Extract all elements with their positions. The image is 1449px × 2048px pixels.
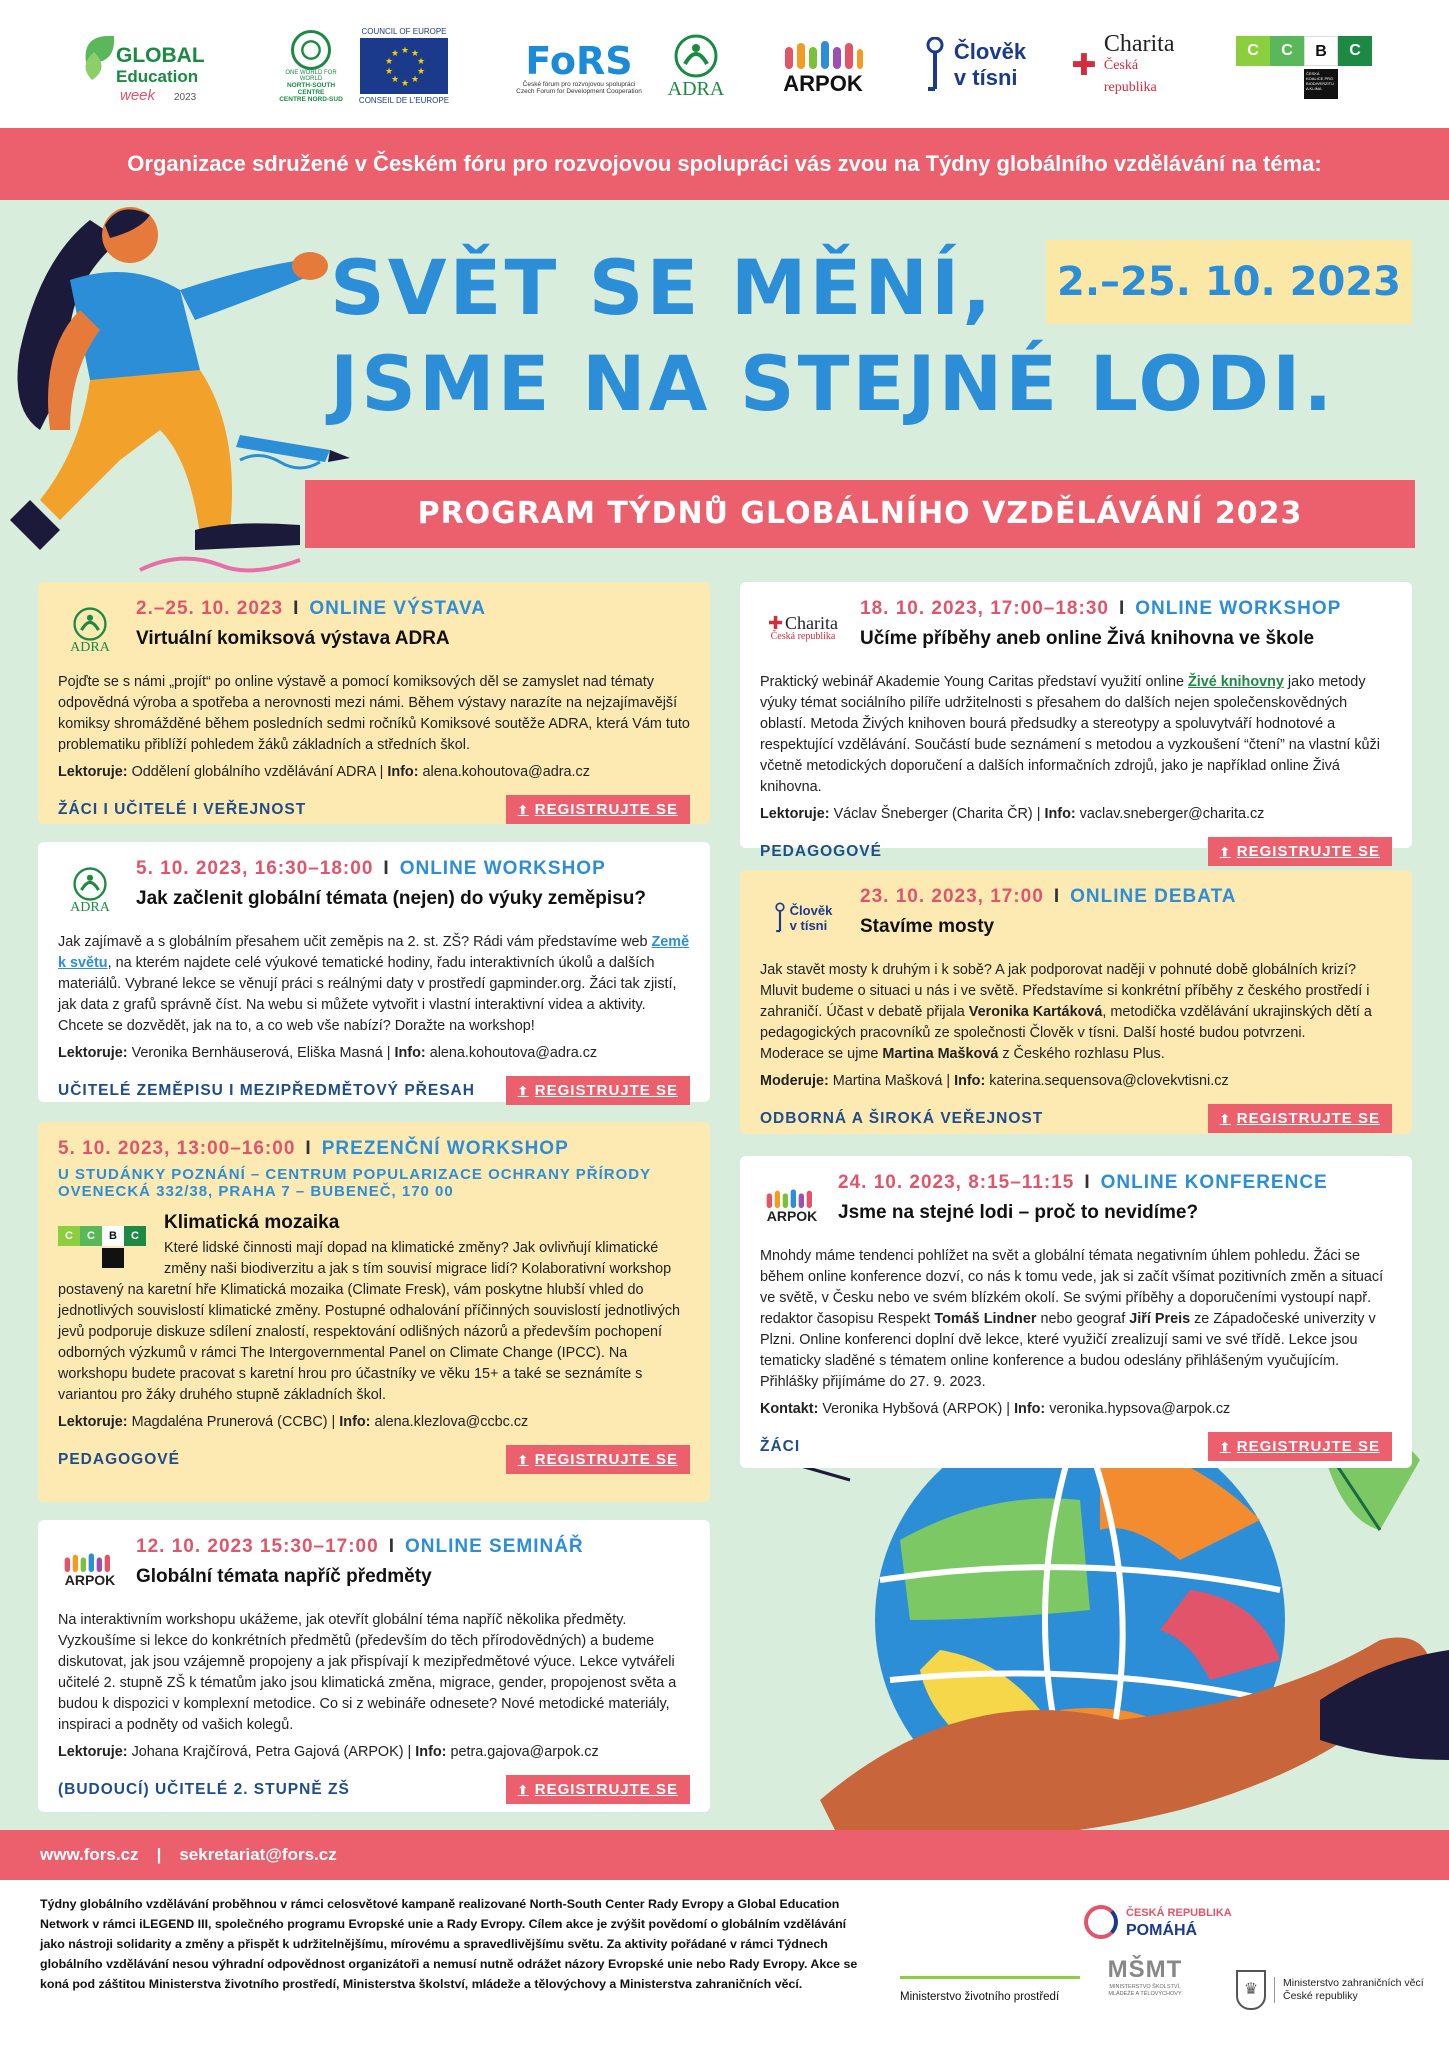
msmt-wordmark: MŠMT	[1107, 1956, 1183, 1983]
svg-text:★: ★	[391, 49, 400, 59]
disclaimer: Týdny globálního vzdělávání proběhnou v rámci celosvětové kampaně realizované North-South Center Rady Evropy a Global Education Network v rámci iLEGEND III, společného programu Evropské unie a Rady Evropy. Cílem akce je zvýšit povědomí o globálním vzdělávání jako nástroji solidarity a změny a přispět k udržitelnějšímu, mírovému a spravedlivějšímu světu. Za aktivity pořádané v rámci Týdnech globálního vzdělávání nesou výhradní odpovědnost organizátoři a nemusí nutně odrážet názory Evropské unie nebo Rady Evropy. Akce se koná pod záštitou Ministerstva životního prostředí, Ministerstva školství, mládeže a tělovýchovy a Ministerstva zahraničních věcí.	[40, 1897, 858, 1991]
ccbc-tile-2: C	[80, 1226, 102, 1246]
svg-text:★: ★	[385, 67, 394, 77]
arpok-people-icon	[764, 1186, 820, 1210]
event-type: ONLINE WORKSHOP	[399, 858, 606, 879]
ccbc-logo	[1236, 36, 1372, 106]
coe-text-2: CONSEIL DE L'EUROPE	[358, 96, 450, 105]
audience: UČITELÉ ZEMĚPISU I MEZIPŘEDMĚTOVÝ PŘESAH	[58, 1081, 475, 1099]
arrow-up-icon: ⬆	[517, 1452, 529, 1467]
arpok-small-logo	[760, 1172, 824, 1236]
ministry-foreign-affairs-logo	[1236, 1964, 1436, 2016]
msmt-text: MINISTERSTVO ŠKOLSTVÍ, MLÁDEŽE A TĚLOVÝCHOVY	[1108, 1984, 1182, 1997]
clovek-text-2: v tísni	[789, 918, 828, 933]
fors-logo	[508, 32, 650, 104]
event-type: ONLINE WORKSHOP	[1135, 598, 1342, 619]
lecturer: Oddělení globálního vzdělávání ADRA	[131, 764, 376, 780]
event-description-intro: Které lidské činnosti mají dopad na klimatické změny? Jak ovlivňují klimatické změny naši biodiverzitu a jak s tím souvisí migrace lidí? Kolaborativní workshop	[164, 1240, 672, 1277]
register-label: REGISTRUJTE SE	[534, 1781, 678, 1798]
charita-cross-icon: ✚	[767, 613, 784, 633]
event-org: ADRA	[70, 639, 110, 655]
arrow-up-icon: ⬆	[517, 802, 529, 817]
audience: ŽÁCI I UČITELÉ I VEŘEJNOST	[58, 800, 307, 818]
info-email[interactable]: petra.gajova@arpok.cz	[450, 1744, 599, 1760]
ccbc-tile-3: B	[102, 1226, 124, 1246]
ccbc-tile-5	[102, 1248, 124, 1268]
fors-wordmark: FoRS	[525, 39, 633, 83]
date-range-box: 2.–25. 10. 2023	[1046, 240, 1412, 324]
charita-text-2: Česká republika	[770, 631, 836, 642]
lecturer: Magdaléna Prunerová (CCBC)	[131, 1414, 328, 1430]
svg-text:★: ★	[411, 49, 420, 59]
info-label: Info:	[1044, 806, 1076, 822]
email-link[interactable]: sekretariat@fors.cz	[179, 1845, 337, 1864]
partner-logo-bar	[0, 0, 1449, 128]
event-org: ADRA	[70, 899, 110, 915]
event-date: 23. 10. 2023, 17:00	[860, 886, 1044, 907]
moderator-label: Moderuje:	[760, 1073, 829, 1089]
event-card-adra-workshop: ADRA 5. 10. 2023, 16:30–18:00 I ONLINE WORKSHOP Jak začlenit globální témata (nejen) do výuky zeměpisu? Jak zajímavě a s globálním přesahem učit zeměpis na 2. st. ZŠ? Rádi vám představíme web Země k světu, na kterém najdete celé výukové tematické hodiny, řadu interaktivních úkolů a dalších materiálů. Vybrané lekce se věnují práci s reálnými daty v prostředí gapminder.org. Žáci tak zjistí, jak data z grafů správně číst. Na webu si můžete vytvořit i vlastní interaktivní videa a aktivity. Chcete se dozvědět, jak na to, a co web vše nabízí? Doražte na workshop! Lektoruje: Veronika Bernhäuserová, Eliška Masná | Info: alena.kohoutova@adra.cz UČITELÉ ZEMĚPISU I MEZIPŘEDMĚTOVÝ PŘESAH ⬆ REGISTRUJTE SE	[38, 842, 710, 1102]
contact: Veronika Hybšová (ARPOK)	[822, 1401, 1003, 1417]
description-part: , na kterém najdete celé výukové tematické hodiny, řadu interaktivních úkolů a dalších materiálů. Vybrané lekce se věnují práci s reálnými daty v prostředí gapminder.org. Žáci tak zjistí, jak data z grafů správně číst. Na webu si můžete vytvořit i vlastní interaktivní videa a aktivity. Chcete se dozvědět, jak na to, a co web vše nabízí? Doražte na workshop!	[58, 955, 677, 1034]
event-card-adra-exhibition: ADRA 2.–25. 10. 2023 I ONLINE VÝSTAVA Virtuální komiksová výstava ADRA Pojďte se s námi „projít“ po online výstavě a pomocí komiksových děl se zamyslet nad tématy odpovědná výroba a spotřeba a nerovnosti mezi námi. Během výstavy narazíte na nejzajímavější komiksy shromážděné během posledních sedmi ročníků Komiksové soutěže ADRA, která Vám tuto problematiku přiblíží pohledem žáků základních a středních škol. Lektoruje: Oddělení globálního vzdělávání ADRA | Info: alena.kohoutova@adra.cz ŽÁCI I UČITELÉ I VEŘEJNOST ⬆ REGISTRUJTE SE	[38, 582, 710, 824]
clovek-figure-icon	[774, 901, 786, 935]
lecturer: Johana Krajčírová, Petra Gajová (ARPOK)	[131, 1744, 404, 1760]
charita-text-1: Charita	[785, 613, 839, 633]
ccbc-tile-2: C	[1270, 36, 1304, 66]
info-label: Info:	[954, 1073, 986, 1089]
website-link[interactable]: www.fors.cz	[40, 1845, 139, 1864]
svg-text:★: ★	[411, 75, 420, 85]
info-email[interactable]: katerina.sequensova@clovekvtisni.cz	[989, 1073, 1229, 1089]
clovek-text-2: v tísni	[953, 65, 1018, 90]
event-type: ONLINE DEBATA	[1070, 886, 1237, 907]
clovek-text-1: Člověk	[953, 39, 1027, 64]
moderator-name: Martina Mašková	[882, 1046, 999, 1062]
event-title: Učíme příběhy aneb online Živá knihovna ve škole	[860, 628, 1315, 649]
adra-hands-icon	[72, 867, 108, 901]
info-label: Info:	[1014, 1401, 1046, 1417]
register-label: REGISTRUJTE SE	[534, 1451, 678, 1468]
event-card-clovek-debate: Člověk v tísni 23. 10. 2023, 17:00 I ONLINE DEBATA Stavíme mosty Jak stavět mosty k druhým i k sobě? A jak podporovat naději v pohnuté době globálních krizí? Mluvit budeme o situaci u nás i ve světě. Představíme si konkrétní příběhy z českého prostředí i zahraničí. Účast v debatě přijala Veronika Kartáková, metodička vzdělávání ukrajinských dětí a pedagogických pracovníků ze společnosti Člověk v tísni. Další hosté budou potvrzeni. Moderace se ujme Martina Mašková z Českého rozhlasu Plus. Moderuje: Martina Mašková | Info: katerina.sequensova@clovekvtisni.cz ODBORNÁ A ŠIROKÁ VEŘEJNOST ⬆ REGISTRUJTE SE	[740, 870, 1412, 1134]
ccbc-tile-1: C	[58, 1226, 80, 1246]
nsc-text-2: NORTH-SOUTH CENTRE	[286, 81, 336, 96]
event-description: Pojďte se s námi „projít“ po online výstavě a pomocí komiksových děl se zamyslet nad tématy odpovědná výroba a spotřeba a nerovnosti mezi námi. Během výstavy narazíte na nejzajímavější komiksy shromážděné během posledních sedmi ročníků Komiksové soutěže ADRA, která Vám tuto problematiku přiblíží pohledem žáků základních a středních škol.	[58, 674, 690, 753]
event-title: Klimatická mozaika	[164, 1212, 340, 1233]
charita-cross-icon: ✚	[1071, 49, 1097, 82]
info-label: Info:	[394, 1045, 426, 1061]
register-button[interactable]	[506, 1445, 690, 1474]
contact-label: Kontakt:	[760, 1401, 819, 1417]
lecturer-label: Lektoruje:	[58, 1744, 128, 1760]
clovek-figure-icon	[924, 37, 946, 93]
globe-icon	[291, 30, 331, 70]
lecturer-label: Lektoruje:	[58, 764, 128, 780]
coe-text-1: COUNCIL OF EUROPE	[361, 27, 447, 36]
gew-text-2: Education	[116, 67, 199, 86]
register-button[interactable]	[1208, 1104, 1392, 1133]
charita-text-1: Charita	[1103, 31, 1175, 57]
event-title: Stavíme mosty	[860, 916, 995, 937]
svg-text:★: ★	[385, 57, 394, 67]
info-email[interactable]: alena.kohoutova@adra.cz	[429, 1045, 598, 1061]
arpok-people-icon	[781, 37, 865, 71]
charita-logo	[1070, 31, 1194, 96]
event-org: ARPOK	[766, 1207, 818, 1224]
register-button[interactable]	[1208, 1432, 1392, 1461]
moderator: Martina Mašková	[832, 1073, 943, 1089]
adra-logo	[660, 28, 732, 106]
register-button[interactable]	[506, 1076, 690, 1105]
event-date: 12. 10. 2023 15:30–17:00	[136, 1536, 379, 1557]
arrow-up-icon: ⬆	[1219, 1111, 1231, 1126]
description-part: , metodička vzdělávání ukrajinských dětí a pedagogických pracovníků ze společnosti Člověk v tísni. Další hosté budou potvrzeni.	[760, 1004, 1372, 1041]
register-button[interactable]	[506, 1775, 690, 1804]
fors-text-1: České fórum pro rozvojovou spolupráci	[522, 81, 636, 88]
ministry-environment-logo: Ministerstvo životního prostředí	[900, 1976, 1080, 2024]
ccbc-tile-1: C	[1236, 36, 1270, 66]
event-description	[760, 1246, 1392, 1393]
event-date: 2.–25. 10. 2023	[136, 598, 284, 619]
event-card-charita-workshop: ✚ Charita Česká republika 18. 10. 2023, 17:00–18:30 I ONLINE WORKSHOP Učíme příběhy aneb online Živá knihovna ve škole Praktický webinář Akademie Young Caritas představí využití online Živé knihovny jako metody výuky témat sociálního pilíře udržitelnosti s přesahem do dalších nejen společenskovědných oblastí. Metoda Živých knihoven bourá předsudky a stereotypy a spoluvytváří hodnotové a respektující vzdělávání. Součástí bude seznámení s metodou a vyzkoušení “čtení” na vlastní kůži včetně metodických doporučení a dalších informačních zdrojů, jako je například online Živá knihovna. Lektoruje: Václav Šneberger (Charita ČR) | Info: vaclav.sneberger@charita.cz PEDAGOGOVÉ ⬆ REGISTRUJTE SE	[740, 582, 1412, 848]
event-type: ONLINE KONFERENCE	[1100, 1172, 1328, 1193]
event-date: 24. 10. 2023, 8:15–11:15	[838, 1172, 1075, 1193]
info-email[interactable]: veronika.hypsova@arpok.cz	[1049, 1401, 1231, 1417]
adra-hands-icon	[673, 34, 719, 78]
description-part: ze Západočeské univerzity v Plzni. Online konferenci doplní dvě lekce, které využičí zrealizují sami ve své třídě. Lekce jsou tematicky sladěné s tématem online konference a budou odeslány přihlášeným vyučujícím. Přihlášky přijímáme do 27. 9. 2023.	[760, 1311, 1376, 1390]
register-label: REGISTRUJTE SE	[534, 1082, 678, 1099]
lecturer: Veronika Bernhäuserová, Eliška Masná	[131, 1045, 383, 1061]
ccbc-small-logo	[58, 1204, 150, 1280]
event-card-arpok-conference: ARPOK 24. 10. 2023, 8:15–11:15 I ONLINE KONFERENCE Jsme na stejné lodi – proč to nevidíme? Mnohdy máme tendenci pohlížet na svět a globální témata negativním úhlem pohledu. Žáci se během online konference dozví, co nás k tomu vede, jak si začít všímat pozitivních změn a situací ve světě, v Česku nebo ve svém blízkém okolí. Se svými příběhy a doporučeními vystoupí např. redaktor časopisu Respekt Tomáš Lindner nebo geograf Jiří Preis ze Západočeské univerzity v Plzni. Online konferenci doplní dvě lekce, které využičí zrealizují sami ve své třídě. Lekce jsou tematicky sladěné s tématem online konference a budou odeslány přihlášeným vyučujícím. Přihlášky přijímáme do 27. 9. 2023. Kontakt: Veronika Hybšová (ARPOK) | Info: veronika.hypsova@arpok.cz ŽÁCI ⬆ REGISTRUJTE SE	[740, 1156, 1412, 1468]
czech-republic-helps-logo	[1084, 1900, 1244, 1944]
event-date: 5. 10. 2023, 16:30–18:00	[136, 858, 374, 879]
arpok-logo	[776, 32, 870, 102]
event-type: PREZENČNÍ WORKSHOP	[321, 1138, 569, 1159]
zive-knihovny-link[interactable]: Živé knihovny	[1187, 674, 1284, 690]
description-part: Jak stavět mosty k druhým i k sobě? A jak podporovat naději v pohnuté době globálních krizí? Mluvit budeme o situaci u nás i ve světě. Představíme si konkrétní příběhy z českého prostředí i zahraničí. Účast v debatě přijala	[760, 962, 1370, 1020]
event-type: ONLINE SEMINÁŘ	[404, 1536, 584, 1557]
register-label: REGISTRUJTE SE	[1236, 1110, 1380, 1127]
clovek-v-tisni-logo	[920, 32, 1030, 98]
north-south-centre-logo	[274, 24, 348, 108]
description-part: nebo geograf	[1036, 1311, 1130, 1327]
register-label: REGISTRUJTE SE	[534, 801, 678, 818]
ccbc-tile-4: C	[124, 1226, 146, 1246]
arrow-up-icon: ⬆	[517, 1083, 529, 1098]
contact-bar	[0, 1830, 1449, 1880]
ccbc-tile-3: B	[1304, 36, 1338, 66]
arpok-wordmark: ARPOK	[783, 71, 863, 96]
title-line-2: JSME NA STEJNÉ LODI.	[330, 339, 1336, 428]
description-part: jako metody výuky témat sociálního pilíře udržitelnosti s přesahem do dalších nejen společenskovědných oblastí. Metoda Živých knihoven bourá předsudky a stereotypy a spoluvytváří hodnotové a respektující vzdělávání. Součástí bude seznámení s metodou a vyzkoušení “čtení” na vlastní kůži včetně metodických doporučení a dalších informačních zdrojů, jako je například online Živá knihovna.	[760, 674, 1380, 795]
charita-text-2: Česká republika	[1103, 58, 1157, 95]
eu-flag-icon	[360, 38, 448, 94]
event-address: OVENECKÁ 332/38, PRAHA 7 – BUBENEČ, 170 00	[58, 1183, 454, 1200]
arrow-up-icon: ⬆	[1219, 844, 1231, 859]
global-education-week-logo	[76, 22, 226, 108]
coat-of-arms-icon: ♛	[1236, 1970, 1266, 2010]
description-part: Praktický webinář Akademie Young Caritas představí využití online	[760, 674, 1188, 690]
description-part: z Českého rozhlasu Plus.	[998, 1046, 1165, 1062]
fors-text-2: Czech Forum for Development Cooperation	[516, 88, 642, 95]
ccbc-tile-4: C	[1338, 36, 1372, 66]
event-description: postavený na karetní hře Klimatická mozaika (Climate Fresk), vám poskytne hlubší vhled do jednotlivých souvislostí klimatické změny. Postupné odhalování příčinných souvislostí jednotlivých jevů podporuje diskuze sdílení znalostí, respektování odlišných názorů a především pochopení odborných výzkumů v rámci The Intergovernmental Panel on Climate Change (IPCC). Na workshopu budete pracovat s karetní hrou pro účastníky ve věku 15+ a také se seznámíte s variantou pro žáky druhého stupně základních škol.	[58, 1282, 681, 1403]
audience: PEDAGOGOVÉ	[760, 842, 882, 860]
lecturer-label: Lektoruje:	[58, 1045, 128, 1061]
event-venue: U STUDÁNKY POZNÁNÍ – CENTRUM POPULARIZACE OCHRANY PŘÍRODY	[58, 1166, 652, 1183]
lecturer-label: Lektoruje:	[760, 806, 830, 822]
register-label: REGISTRUJTE SE	[1236, 1438, 1380, 1455]
arrow-up-icon: ⬆	[517, 1782, 529, 1797]
audience: ODBORNÁ A ŠIROKÁ VEŘEJNOST	[760, 1109, 1044, 1127]
council-of-europe-logo	[358, 26, 450, 106]
mzv-text-1: Ministerstvo zahraničních věcí	[1283, 1977, 1424, 1989]
svg-text:★: ★	[417, 57, 426, 67]
svg-text:★: ★	[401, 79, 410, 88]
heart-globe-icon	[1084, 1905, 1118, 1939]
divider: |	[156, 1845, 162, 1864]
event-date: 5. 10. 2023, 13:00–16:00	[58, 1138, 296, 1159]
ccbc-tile-5: ČESKÁ KOALICE PRO BIODIVERZITU A KLIMA	[1304, 69, 1338, 99]
arpok-people-icon	[62, 1550, 118, 1574]
nsc-text-3: CENTRE NORD-SUD	[279, 95, 343, 103]
event-title: Jsme na stejné lodi – proč to nevidíme?	[838, 1202, 1199, 1223]
audience: (BUDOUCÍ) UČITELÉ 2. STUPNĚ ZŠ	[58, 1780, 350, 1798]
register-button[interactable]	[506, 795, 690, 824]
info-label: Info:	[387, 764, 419, 780]
event-date: 18. 10. 2023, 17:00–18:30	[860, 598, 1109, 619]
adra-small-logo	[58, 598, 122, 662]
msmt-logo	[1100, 1956, 1190, 2026]
arrow-up-icon: ⬆	[1219, 1439, 1231, 1454]
event-card-arpok-seminar: ARPOK 12. 10. 2023 15:30–17:00 I ONLINE SEMINÁŘ Globální témata napříč předměty Na interaktivním workshopu ukážeme, jak otevřít globální téma napříč několika předměty. Vyzkoušíme si lekce do konkrétních předmětů (především do těch přírodovědných) a budeme diskutovat, jak jsou vzájemně propojeny a jak přispívají k mezipředmětové výuce. Lekce vytvářeli učitelé 2. stupně ZŠ k tématům jako jsou klimatická změna, migrace, gender, propojenost světa a budou k dispozici v komplexní metodice. Co si z webináře odnesete? Nové metodické materiály, inspiraci a podněty od vašich kolegů. Lektoruje: Johana Krajčírová, Petra Gajová (ARPOK) | Info: petra.gajova@arpok.cz (BUDOUCÍ) UČITELÉ 2. STUPNĚ ZŠ ⬆ REGISTRUJTE SE	[38, 1520, 710, 1812]
info-email[interactable]: alena.klezlova@ccbc.cz	[374, 1414, 529, 1430]
info-label: Info:	[339, 1414, 371, 1430]
clovek-text-1: Člověk	[789, 903, 833, 918]
arpok-small-logo	[58, 1536, 122, 1600]
intro-band	[0, 128, 1449, 200]
zeme-k-svetu-link[interactable]: Země k světu	[58, 934, 690, 971]
intro-text: Organizace sdružené v Českém fóru pro rozvojovou spolupráci vás zvou na Týdny globálního vzdělávání na téma:	[127, 151, 1322, 176]
guest-name: Veronika Kartáková	[968, 1004, 1103, 1020]
event-title: Globální témata napříč předměty	[136, 1566, 432, 1587]
event-description	[760, 960, 1392, 1065]
nsc-text-1: ONE WORLD FOR WORLD	[285, 69, 337, 82]
speaker-name: Tomáš Lindner	[934, 1311, 1037, 1327]
lecturer-label: Lektoruje:	[58, 1414, 128, 1430]
event-org: ARPOK	[64, 1571, 116, 1588]
adra-hands-icon	[72, 607, 108, 641]
adra-wordmark: ADRA	[667, 77, 725, 100]
audience: PEDAGOGOVÉ	[58, 1450, 180, 1468]
description-part: Jak zajímavě a s globálním přesahem učit zeměpis na 2. st. ZŠ? Rádi vám představíme web	[58, 934, 652, 950]
svg-text:★: ★	[401, 46, 410, 56]
event-description	[58, 932, 690, 1037]
clovek-small-logo	[760, 886, 846, 950]
mzv-text-2: České republiky	[1283, 1990, 1358, 2002]
gew-text-1: GLOBAL	[116, 44, 205, 67]
audience: ŽÁCI	[760, 1437, 801, 1455]
event-type: ONLINE VÝSTAVA	[309, 598, 486, 619]
event-title: Virtuální komiksová výstava ADRA	[136, 628, 450, 649]
lecturer: Václav Šneberger (Charita ČR)	[833, 806, 1033, 822]
info-email[interactable]: vaclav.sneberger@charita.cz	[1079, 806, 1265, 822]
event-description	[760, 672, 1392, 798]
program-heading: PROGRAM TÝDNŮ GLOBÁLNÍHO VZDĚLÁVÁNÍ 2023	[305, 480, 1415, 548]
gew-text-3: week	[120, 87, 156, 104]
svg-text:★: ★	[391, 75, 400, 85]
title-line-1: SVĚT SE MĚNÍ,	[330, 243, 995, 332]
event-card-ccbc-workshop: 5. 10. 2023, 13:00–16:00 I PREZENČNÍ WORKSHOP U STUDÁNKY POZNÁNÍ – CENTRUM POPULARIZACE OCHRANY PŘÍRODY OVENECKÁ 332/38, PRAHA 7 – BUBENEČ, 170 00 C C B C Klimatická mozaika Které lidské činnosti mají dopad na klimatické změny? Jak ovlivňují klimatické změny naši biodiverzitu a jak s tím souvisí migrace lidí? Kolaborativní workshop postavený na karetní hře Klimatická mozaika (Climate Fresk), vám poskytne hlubší vhled do jednotlivých souvislostí klimatické změny. Postupné odhalování příčinných souvislostí jednotlivých jevů podporuje diskuze sdílení znalostí, respektování odlišných názorů a především pochopení odborných výzkumů v rámci The Intergovernmental Panel on Climate Change (IPCC). Na workshopu budete pracovat s karetní hrou pro účastníky ve věku 15+ a také se seznámíte s variantou pro žáky druhého stupně základních škol. Lektoruje: Magdaléna Prunerová (CCBC) | Info: alena.klezlova@ccbc.cz PEDAGOGOVÉ ⬆ REGISTRUJTE SE	[38, 1122, 710, 1502]
description-part: Mnohdy máme tendenci pohlížet na svět a globální témata negativním úhlem pohledu. Žáci se během online konference dozví, co nás k tomu vede, jak si začít všímat pozitivních změn a situací ve světě, v Česku nebo ve svém blízkém okolí. Se svými příběhy a doporučeními vystoupí např. redaktor časopisu Respekt	[760, 1248, 1384, 1327]
event-title: Jak začlenit globální témata (nejen) do výuky zeměpisu?	[136, 888, 646, 909]
charita-small-logo	[760, 598, 846, 662]
svg-text:★: ★	[417, 67, 426, 77]
adra-small-logo	[58, 858, 122, 922]
gew-text-4: 2023	[174, 92, 197, 103]
register-label: REGISTRUJTE SE	[1236, 843, 1380, 860]
description-part: Moderace se ujme	[760, 1046, 883, 1062]
event-description: Na interaktivním workshopu ukážeme, jak otevřít globální téma napříč několika předměty. Vyzkoušíme si lekce do konkrétních předmětů (především do těch přírodovědných) a budeme diskutovat, jak jsou vzájemně propojeny a jak přispívají k mezipředmětové výuce. Lekce vytvářeli učitelé 2. stupně ZŠ k tématům jako jsou klimatická změna, migrace, gender, propojenost světa a budou k dispozici v komplexní metodice. Co si z webináře odnesete? Nové metodické materiály, inspiraci a podněty od vašich kolegů.	[58, 1612, 677, 1733]
register-button[interactable]	[1208, 837, 1392, 866]
cr-text-2: POMÁHÁ	[1126, 1922, 1198, 1939]
cr-text-1: ČESKÁ REPUBLIKA	[1126, 1907, 1232, 1919]
speaker-name: Jiří Preis	[1129, 1311, 1191, 1327]
info-email[interactable]: alena.kohoutova@adra.cz	[422, 764, 590, 780]
info-label: Info:	[415, 1744, 447, 1760]
